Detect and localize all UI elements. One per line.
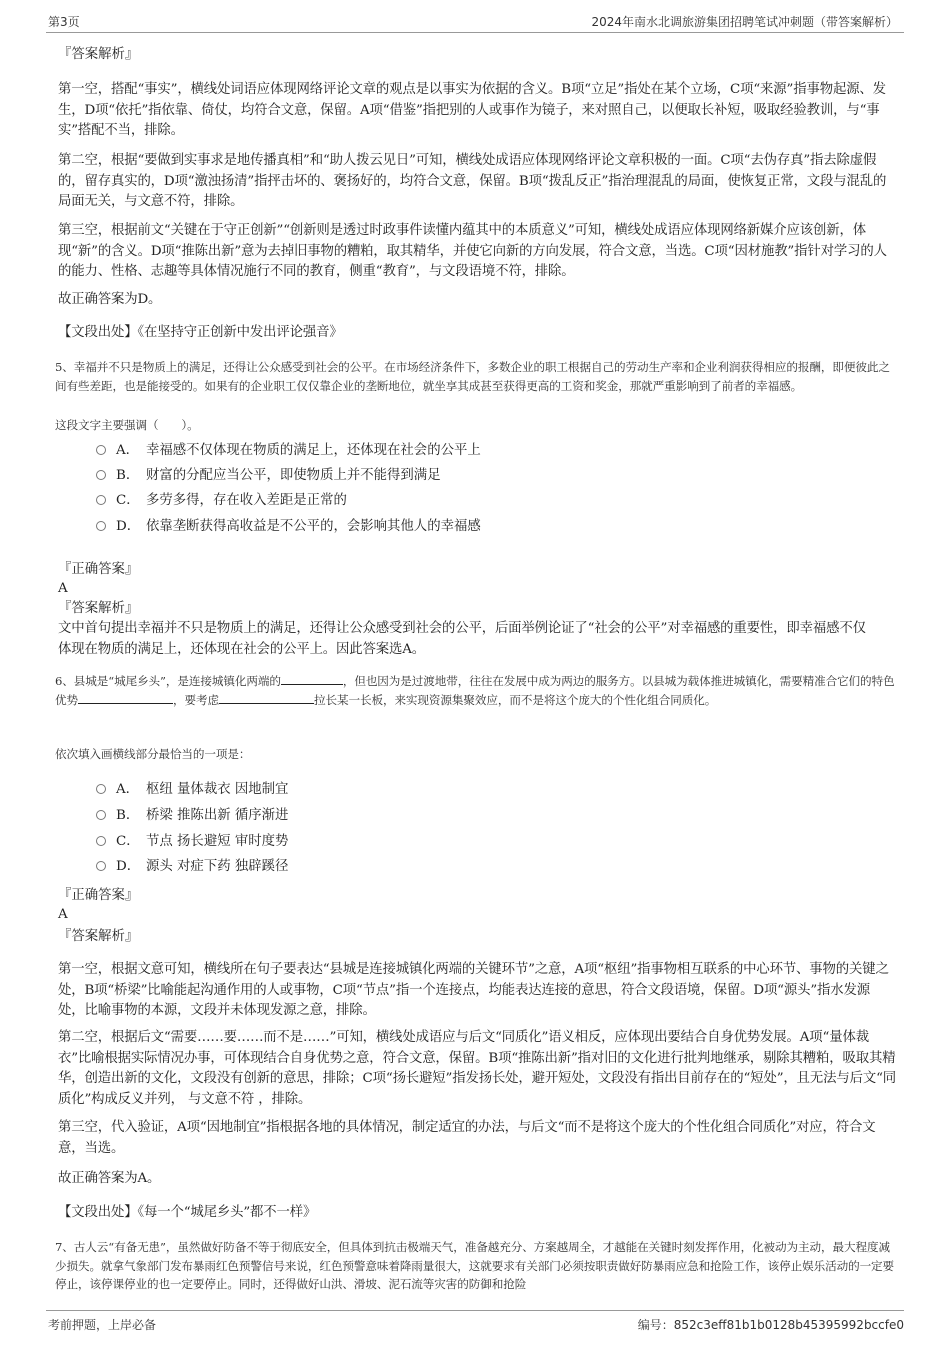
q6-answer: A [58, 907, 68, 922]
q5-analysis: 文中首句提出幸福并不只是物质上的满足，还得让公众感受到社会的公平，后面举例论证了“社会的公平”对幸福感的重要性，即幸福感不仅体现在物质的满足上，还体现在社会的公平上。因此答案选A。 [58, 621, 866, 657]
radio-icon[interactable] [96, 810, 106, 820]
document-code: 编号：852c3eff81b1b0128b45395992bccfe0 [637, 1318, 904, 1332]
q5-stem: 5、幸福并不只是物质上的满足，还得让公众感受到社会的公平。在市场经济条件下，多数企业的职工根据自己的劳动生产率和企业利润获得相应的报酬，即便彼此之间有些差距，也是能接受的。如果有的企业职工仅仅靠企业的垄断地位，就坐享其成甚至获得更高的工资和奖金，那就严重影响到了前者的幸福感。 [55, 360, 890, 393]
blank-2 [78, 691, 173, 704]
q5-option-d[interactable]: D． 依靠垄断获得高收益是不公平的，会影响其他人的幸福感 [96, 516, 481, 538]
q6-analysis-para2: 第二空，根据后文“需要……要……而不是……”可知，横线处成语应与后文“同质化”语义相反，应体现出要结合自身优势发展。A项“量体裁衣”比喻根据实际情况办事，可体现结合自身优势之意，符合文意，保留。B项“推陈出新”指对旧的文化进行批判地继承，剔除其糟粕，吸取其精华，创造出新的文化，文段没有创新的意思，排除；C项“扬长避短”指发扬长处，避开短处，文段没有指出目前存在的“短处”，且无法与后文“同质化”构成反义并列， 与文意不符 ，排除。 [58, 1030, 897, 1107]
document-title: 2024年南水北调旅游集团招聘笔试冲刺题（带答案解析） [591, 15, 898, 29]
q6-analysis-para1: 第一空，根据文意可知，横线所在句子要表达“县城是连接城镇化两端的关键环节”之意，A项“枢纽”指事物相互联系的中心环节、事物的关键之处，B项“桥梁”比喻能起沟通作用的人或事物，C项“节点”指一个连接点，均能表达连接的意思，符合文段语境，保留。D项“源头”指水发源处，比喻事物的本源，文段并未体现发源之意，排除。 [58, 962, 889, 1018]
q7-stem: 7、古人云“有备无患”，虽然做好防备不等于彻底安全，但具体到抗击极端天气，准备越充分、方案越周全，才越能在关键时刻发挥作用，化被动为主动，最大程度减少损失。就拿气象部门发布暴雨红色预警信号来说，红色预警意味着降雨量很大，这就要求有关部门必须按职责做好防暴雨应急和抢险工作，该停止娱乐活动的一定要停止，该停课停业的也一定要停止。同时，还得做好山洪、滑坡、泥石流等灾害的防御和抢险 [55, 1240, 895, 1291]
radio-icon[interactable] [96, 836, 106, 846]
footer-slogan: 考前押题，上岸必备 [48, 1318, 157, 1332]
page-header [46, 10, 904, 33]
blank-1 [281, 672, 343, 685]
q5-option-c[interactable]: C． 多劳多得，存在收入差距是正常的 [96, 490, 347, 512]
radio-icon[interactable] [96, 495, 106, 505]
q6-option-d[interactable]: D． 源头 对症下药 独辟蹊径 [96, 856, 288, 878]
radio-icon[interactable] [96, 445, 106, 455]
page-footer [46, 1310, 904, 1335]
q5-option-a[interactable]: A． 幸福感不仅体现在物质的满足上，还体现在社会的公平上 [96, 440, 481, 462]
q6-option-c[interactable]: C． 节点 扬长避短 审时度势 [96, 831, 288, 853]
q6-source: 【文段出处】《每一个“城尾乡头”都不一样》 [58, 1205, 317, 1220]
q4-analysis-para3: 第三空，根据前文“关键在于守正创新”“创新则是透过时政事件读懂内蕴其中的本质意义”可知，横线处成语应体现网络新媒介应该创新，体现“新”的含义。D项“推陈出新”意为去掉旧事物的糟粕，取其精华，并使它向新的方向发展，符合文意，当选。C项“因材施教”指针对学习的人的能力、性格、志趣等具体情况施行不同的教育，侧重“教育”，与文段语境不符，排除。 [58, 223, 887, 279]
q6-conclusion: 故正确答案为A。 [58, 1171, 161, 1186]
blank-3 [219, 691, 314, 704]
q6-analysis-para3: 第三空，代入验证，A项“因地制宜”指根据各地的具体情况，制定适宜的办法，与后文“而不是将这个庞大的个性化组合同质化”对应，符合文意，当选。 [58, 1120, 876, 1156]
q4-source: 【文段出处】《在坚持守正创新中发出评论强音》 [58, 325, 343, 340]
q4-analysis-para2: 第二空，根据“要做到实事求是地传播真相”和“助人拨云见日”可知，横线处成语应体现网络评论文章积极的一面。C项“去伪存真”指去除虚假的，留存真实的，D项“激浊扬清”指抨击坏的、褒扬好的，均符合文意，保留。B项“拨乱反正”指治理混乱的局面，使恢复正常，文段与混乱的局面无关，与文意不符，排除。 [58, 153, 887, 209]
q6-stem: 6、县城是“城尾乡头”，是连接城镇化两端的 ，但也因为是过渡地带，往往在发展中成为两边的服务方。以县城为载体推进城镇化，需要精准合它们的特色优势 ，要考虑 拉长某一长板，来实现资源集聚效应，而不是将这个庞大的个性化组合同质化。 [55, 674, 895, 707]
q5-analysis-label: 『答案解析』 [58, 601, 139, 616]
q6-option-b[interactable]: B． 桥梁 推陈出新 循序渐进 [96, 805, 288, 827]
radio-icon[interactable] [96, 784, 106, 794]
radio-icon[interactable] [96, 470, 106, 480]
q6-analysis-label: 『答案解析』 [58, 929, 139, 944]
page-number: 第3页 [48, 15, 80, 29]
q5-answer-label: 『正确答案』 [58, 562, 139, 577]
q6-question: 依次填入画横线部分最恰当的一项是： [55, 747, 251, 761]
q4-analysis-para1: 第一空，搭配“事实”，横线处词语应体现网络评论文章的观点是以事实为依据的含义。B项“立足”指处在某个立场，C项“来源”指事物起源、发生，D项“依托”指依靠、倚仗，均符合文意，保留。A项“借鉴”指把别的人或事作为镜子，来对照自己，以便取长补短，吸取经验教训，与“事实”搭配不当，排除。 [58, 82, 886, 138]
radio-icon[interactable] [96, 521, 106, 531]
q6-option-a[interactable]: A． 枢纽 量体裁衣 因地制宜 [96, 779, 288, 801]
q5-option-b[interactable]: B． 财富的分配应当公平，即使物质上并不能得到满足 [96, 465, 441, 487]
q5-question: 这段文字主要强调（ ）。 [55, 418, 199, 432]
q4-conclusion: 故正确答案为D。 [58, 292, 162, 307]
q4-analysis-label: 『答案解析』 [58, 47, 139, 62]
q5-answer: A [58, 581, 68, 596]
radio-icon[interactable] [96, 861, 106, 871]
q6-answer-label: 『正确答案』 [58, 888, 139, 903]
